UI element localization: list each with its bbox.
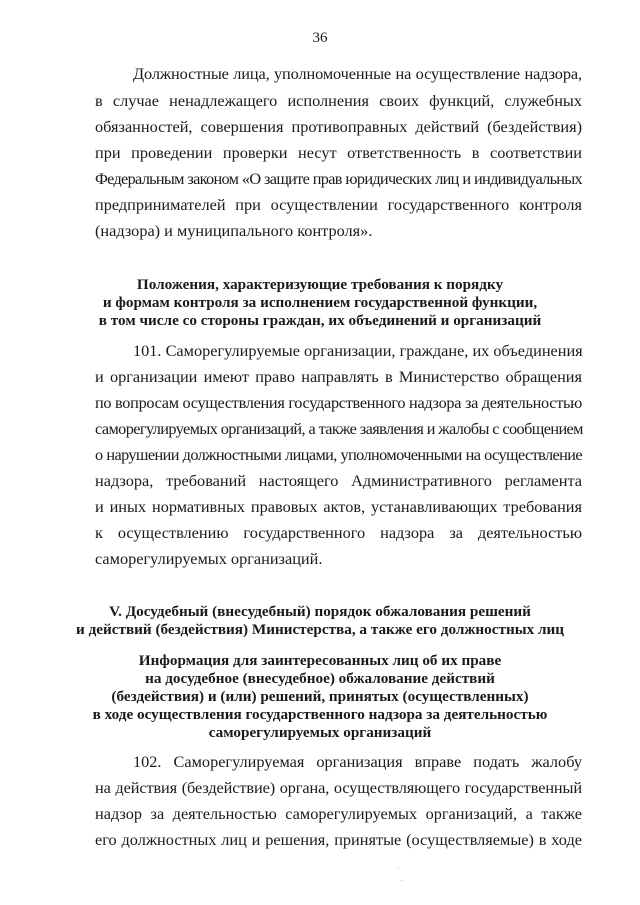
paragraph-line: Федеральным законом «О защите прав юридических лиц и индивидуальных — [95, 169, 582, 188]
scan-speck — [398, 867, 399, 868]
heading-line: Положения, характеризующие требования к порядку — [136, 276, 504, 293]
paragraph-line: его должностных лиц и решения, принятые (осуществляемые) в ходе — [95, 830, 582, 849]
paragraph-line: 101. Саморегулируемые организации, граждане, их объединения — [133, 341, 583, 360]
paragraph-line: предпринимателей при осуществлении государственного контроля — [95, 195, 582, 214]
paragraph-line: и иных нормативных правовых актов, устанавливающих требования — [95, 497, 582, 516]
paragraph-line: и организации имеют право направлять в Министерство обращения — [95, 367, 582, 386]
paragraph-line: по вопросам осуществления государственного надзора за деятельностью — [95, 393, 582, 412]
heading-line: (бездействия) и (или) решений, принятых (осуществленных) — [111, 688, 529, 705]
heading-line: в ходе осуществления государственного надзора за деятельностью — [92, 706, 548, 723]
paragraph-line: саморегулируемых организаций, а также заявления и жалобы с сообщением — [95, 419, 583, 438]
paragraph-line: в случае ненадлежащего исполнения своих функций, служебных — [95, 91, 582, 110]
heading-line: и действий (бездействия) Министерства, а также его должностных лиц — [76, 621, 564, 638]
heading-line: в том числе со стороны граждан, их объединений и организаций — [98, 312, 542, 329]
paragraph-line: о нарушении должностными лицами, уполномоченными на осуществление — [95, 445, 582, 464]
scan-speck — [401, 880, 402, 881]
heading-line: и формам контроля за исполнением государственной функции, — [102, 294, 538, 311]
paragraph-line: при проведении проверки несут ответственность в соответствии — [95, 143, 582, 162]
heading-line: саморегулируемых организаций — [208, 724, 432, 741]
paragraph-line: (надзора) и муниципального контроля». — [95, 221, 373, 240]
paragraph-line: обязанностей, совершения противоправных действий (бездействия) — [95, 117, 582, 136]
page-number: 36 — [312, 30, 328, 46]
paragraph-line: Должностные лица, уполномоченные на осуществление надзора, — [133, 64, 582, 83]
paragraph-line: саморегулируемых организаций. — [95, 549, 323, 568]
paragraph-line: к осуществлению государственного надзора за деятельностью — [95, 523, 582, 542]
paragraph-line: надзор за деятельностью саморегулируемых организаций, а также — [95, 804, 582, 823]
paragraph-line: 102. Саморегулируемая организация вправе подать жалобу — [133, 752, 582, 771]
paragraph-line: на действия (бездействие) органа, осуществляющего государственный — [95, 778, 582, 797]
heading-line: на досудебное (внесудебное) обжалование действий — [145, 670, 495, 687]
heading-line: V. Досудебный (внесудебный) порядок обжалования решений — [109, 603, 531, 620]
paragraph-line: надзора, требований настоящего Административного регламента — [95, 471, 582, 490]
heading-line: Информация для заинтересованных лиц об их праве — [138, 652, 502, 669]
